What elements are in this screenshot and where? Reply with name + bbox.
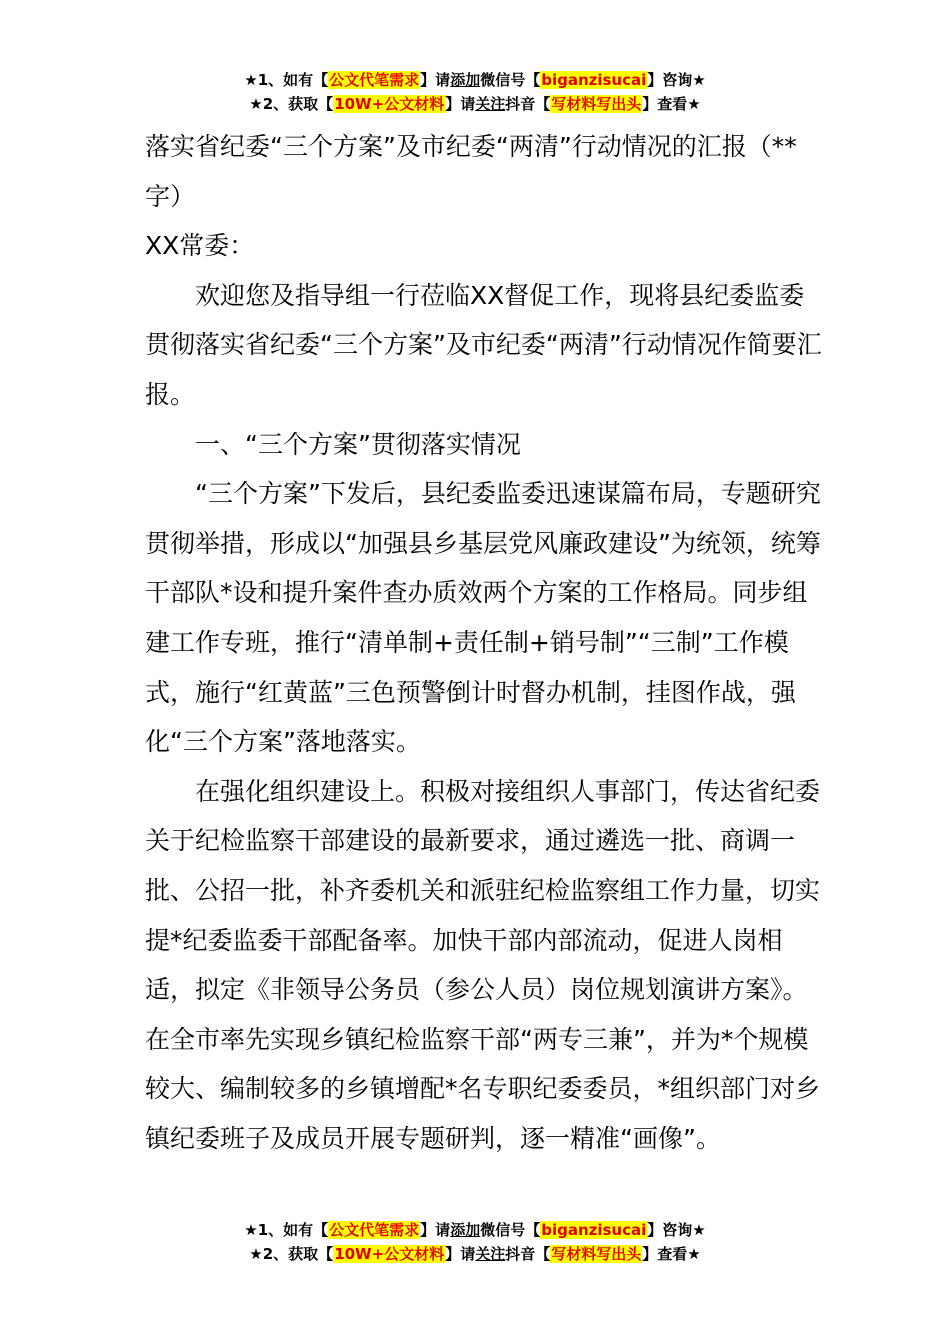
banner-highlight: 写材料写出头 xyxy=(551,1245,642,1263)
bottom-banner xyxy=(0,1218,950,1266)
paragraph-1: “三个方案”下发后，县纪委监委迅速谋篇布局，专题研究贯彻举措，形成以“加强县乡基层党风廉政建设”为统领，统筹干部队*设和提升案件查办质效两个方案的工作格局。同步组建工作专班，推行“清单制+责任制+销号制”“三制”工作模式，施行“红黄蓝”三色预警倒计时督办机制，挂图作战，强化“三个方案”落地落实。 xyxy=(145,479,821,757)
banner-text: 微信号【 xyxy=(480,1221,541,1239)
banner-text: ★1、如有【 xyxy=(244,71,329,89)
banner-highlight: 10W+公文材料 xyxy=(334,95,445,113)
top-banner xyxy=(0,68,950,116)
banner-text: 】查看★ xyxy=(642,95,701,113)
banner-line-2 xyxy=(0,92,950,116)
document-title: 落实省纪委“三个方案”及市纪委“两清”行动情况的汇报（**字） xyxy=(145,132,797,211)
banner-underline: 关注 xyxy=(475,1245,506,1263)
banner-text: 抖音【 xyxy=(505,95,551,113)
document-body xyxy=(145,122,825,1163)
banner-text: 抖音【 xyxy=(505,1245,551,1263)
banner-text: ★1、如有【 xyxy=(244,1221,329,1239)
banner-line-2 xyxy=(0,1242,950,1266)
banner-text: 】请 xyxy=(445,1245,476,1263)
banner-text: ★2、获取【 xyxy=(249,95,334,113)
paragraph-2: 在强化组织建设上。积极对接组织人事部门，传达省纪委关于纪检监察干部建设的最新要求，通过遴选一批、商调一批、公招一批，补齐委机关和派驻纪检监察组工作力量，切实提*纪委监委干部配备率。加快干部内部流动，促进人岗相适，拟定《非领导公务员（参公人员）岗位规划演讲方案》。在全市率先实现乡镇纪检监察干部“两专三兼”，并为*个规模较大、编制较多的乡镇增配*名专职纪委委员，*组织部门对乡镇纪委班子及成员开展专题研判，逐一精准“画像”。 xyxy=(145,776,821,1153)
banner-text: 】查看★ xyxy=(642,1245,701,1263)
banner-text: 】请 xyxy=(420,1221,451,1239)
banner-text: 】咨询★ xyxy=(647,71,706,89)
banner-highlight: biganzisucai xyxy=(541,71,647,89)
banner-underline: 添加 xyxy=(450,1221,481,1239)
banner-text: 】咨询★ xyxy=(647,1221,706,1239)
banner-underline: 关注 xyxy=(475,95,506,113)
banner-text: 微信号【 xyxy=(480,71,541,89)
banner-highlight: 公文代笔需求 xyxy=(329,1221,420,1239)
banner-text: ★2、获取【 xyxy=(249,1245,334,1263)
banner-highlight: 写材料写出头 xyxy=(551,95,642,113)
banner-highlight: 10W+公文材料 xyxy=(334,1245,445,1263)
section-heading: 一、“三个方案”贯彻落实情况 xyxy=(195,429,521,459)
banner-line-1 xyxy=(0,1218,950,1242)
banner-highlight: biganzisucai xyxy=(541,1221,647,1239)
banner-highlight: 公文代笔需求 xyxy=(329,71,420,89)
banner-line-1 xyxy=(0,68,950,92)
banner-text: 】请 xyxy=(420,71,451,89)
banner-underline: 添加 xyxy=(450,71,481,89)
paragraph-intro: 欢迎您及指导组一行莅临XX督促工作，现将县纪委监委贯彻落实省纪委“三个方案”及市纪委“两清”行动情况作简要汇报。 xyxy=(145,280,822,409)
banner-text: 】请 xyxy=(445,95,476,113)
salutation: XX常委： xyxy=(145,231,255,261)
